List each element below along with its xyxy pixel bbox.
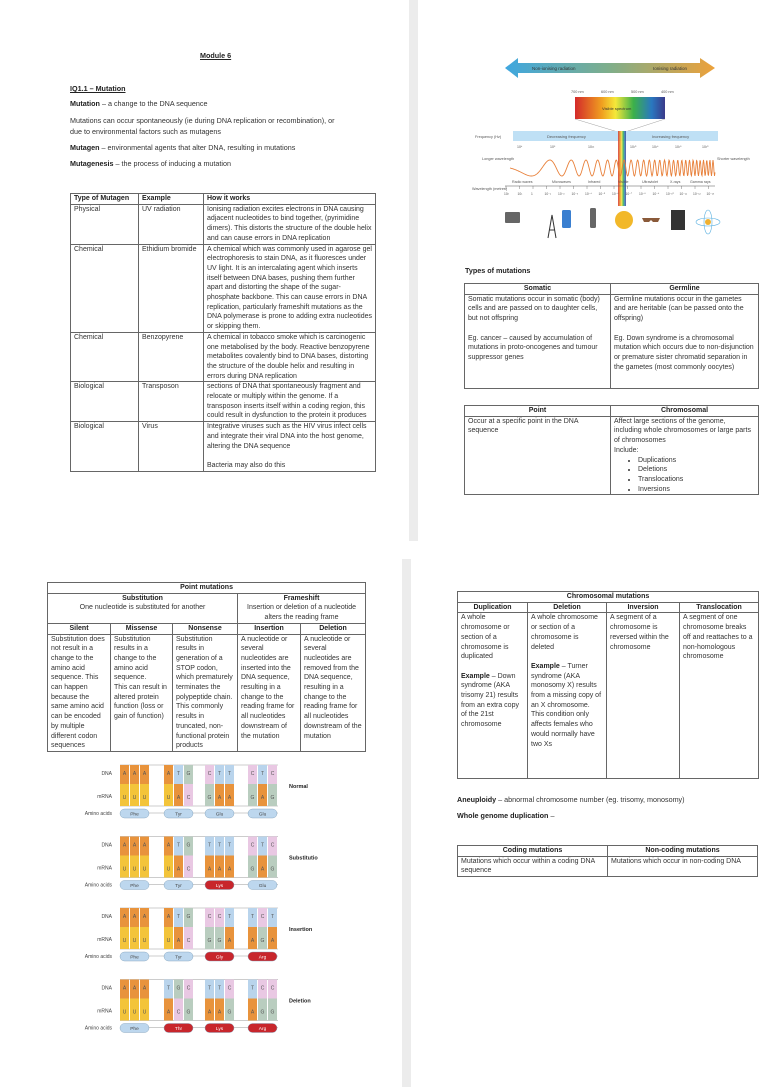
wgd-def: Whole genome duplication – <box>457 811 555 820</box>
wavelength-tick: 10⁻¹² <box>693 192 701 196</box>
table-row: Chemical Ethidium bromide A chemical which was commonly used in agarose gel electrophoresis to stain DNA, as it fluoresces under UV light. It is an intercalating agent which inserts itself between DNA bases, pushing them further apart and distorting the shape of the sugar-phosphate backbone. This can cause errors in DNA replication, particularly frameshift mutations as the DNA polymerase is prone to adding extra nucleotides or skipping them. <box>71 244 376 332</box>
amino-acid-label: Phe <box>130 955 139 961</box>
band-label: Gamma rays <box>690 180 711 184</box>
amino-acid-label: Glu <box>258 884 267 889</box>
visible-tick: 400 nm <box>661 90 674 94</box>
xray-icon <box>671 210 685 230</box>
amino-row-label: Amino acids <box>84 954 112 960</box>
visible-label: Visible spectrum <box>602 106 632 111</box>
col-germline: Germline <box>611 284 759 295</box>
dna-sequence: AAAATGCCTTCT <box>122 914 275 920</box>
ionising-label: Ionising radiation <box>653 66 688 71</box>
col-chromosomal: Chromosomal <box>611 406 759 417</box>
table-row: Chemical Benzopyrene A chemical in tobacco smoke which is carcinogenic one metabolised by the body. Reactive benzopyrene metabolites covalently bind to DNA bases, distorting the structure of the double helix and resulting in errors during DNA replication <box>71 332 376 382</box>
panel-insertion <box>85 908 313 961</box>
frequency-tick: 10¹⁵ <box>630 145 637 149</box>
table-row: Biological Transposon sections of DNA that spontaneously fragment and relocate or multiply within the genome. If a transposon inserts itself within a coding region, this could result in dysfunction to the protein it produces <box>71 382 376 422</box>
wavelength-tick: 10⁻¹ <box>544 192 552 196</box>
visible-tick: 700 nm <box>571 90 584 94</box>
frequency-tick: 10¹⁶ <box>652 145 659 149</box>
dna-sequence: AAATGCTTCTCC <box>122 985 275 992</box>
wavelength-tick: 10⁻⁹ <box>652 192 660 196</box>
wavelength-tick: 10⁻⁸ <box>639 192 646 196</box>
aneuploidy-def: Aneuploidy – abnormal chromosome number (eg. trisomy, monosomy) <box>457 795 685 804</box>
amino-acid-label: Tyr <box>175 812 182 818</box>
table-row: A whole chromosome or section of a chromosome is duplicated Example – Down syndrome (AKA trisomy 21) results from an extra copy of the 21st chromosome A whole chromosome or section of a chromosome is deleted Example – Turner syndrome (AKA monosomy X) results from a missing copy of an X chromosome. This condition only affects females who would normally have two Xs A segment of a chromosome is reversed within the chromosome A segment of one chromosome breaks off and reattaches to a non-homologous chromosome <box>458 613 759 779</box>
point-mutations-table: Point mutations Substitution One nucleotide is substituted for another Frameshift Insertion or deletion of a nucleotide alters the reading frame Silent Missense Nonsense Insertion Deletion Substitution does not result in a change to the amino acid sequence. This can happen because the same amino acid can be encoded by multiple different codon sequences Substitution results in a change to the amino acid sequence. This can result in altered protein function (loss or gain of function) Substitution results in generation of a STOP codon, which prematurely terminates the polypeptide chain. This commonly results in truncated, non-functional protein products A nucleotide or several nucleotides are inserted into the DNA sequence, resulting in a change to the reading frame for all nucleotides downstream of the mutation A nucleotide or several nucleotides are removed from the DNA sequence, resulting in a change to the reading frame for all nucleotides downstream of the mutation <box>47 582 366 752</box>
panel-substitutio <box>85 837 319 890</box>
longer-label: Longer wavelength <box>482 157 515 161</box>
coding-table: Coding mutations Non-coding mutations Mutations which occur within a coding DNA sequence Mutations which occur in non-coding DNA <box>457 845 758 877</box>
dna-row-label: DNA <box>101 985 112 992</box>
dna-sequence: AAAATGCTTCTC <box>122 771 275 777</box>
point-mutations-title: Point mutations <box>48 583 366 594</box>
non-ionising-label: Non-ionising radiation <box>532 66 576 71</box>
panel-label: Deletion <box>289 998 311 1005</box>
remote-icon <box>590 208 596 228</box>
mrna-sequence: UUUUACGAAGAG <box>122 795 275 801</box>
amino-acid-label: Arg <box>258 955 267 961</box>
amino-acid-label: Gly <box>215 955 224 961</box>
frequency-tick: 10⁸ <box>550 145 556 149</box>
types-heading: Types of mutations <box>465 266 531 275</box>
table-row: Substitution does not result in a change to the amino acid sequence. This can happen because the same amino acid can be encoded by multiple different codon sequences Substitution results in a change to the amino acid sequence. This can result in altered protein function (loss or gain of function) Substitution results in generation of a STOP codon, which prematurely terminates the polypeptide chain. This commonly results in truncated, non-functional protein products A nucleotide or several nucleotides are inserted into the DNA sequence, resulting in a change to the reading frame for all nucleotides downstream of the mutation A nucleotide or several nucleotides are removed from the DNA sequence, resulting in a change to the reading frame for all nucleotides downstream of the mutation <box>48 634 366 751</box>
def-mutagenesis: Mutagenesis – the process of inducing a mutation <box>70 159 232 168</box>
mrna-sequence: UUUACGAAGAGG <box>122 1009 275 1016</box>
col-type: Type of Mutagen <box>71 194 139 205</box>
frequency-tick: 10¹⁸ <box>675 145 682 149</box>
mrna-sequence: UUUUACAAAGAG <box>122 866 275 873</box>
wavelength-tick: 10⁻⁴ <box>585 192 592 196</box>
amino-row-label: Amino acids <box>84 811 112 817</box>
wavelength-label: Wavelength (metres) <box>472 187 508 191</box>
page-gap-bottom <box>402 559 411 1087</box>
frequency-tick: 10¹² <box>588 145 595 149</box>
point-chromosomal-table: Point Chromosomal Occur at a specific point in the DNA sequence Affect large sections of the genome, including whole chromosomes or large parts of chromosomes Include: • Duplications • Deletions • Translocations • Inversions <box>464 405 759 495</box>
wavelength-tick: 10⁻¹⁰ <box>666 192 674 196</box>
wavelength-tick: 1 <box>531 192 533 196</box>
wavelength-tick: 10⁻² <box>558 192 565 196</box>
svg-text:Longer wavelength <box>482 157 514 161</box>
wavelength-tick: 10⁻⁶ <box>612 192 619 196</box>
decreasing-label: Decreasing frequency <box>547 134 586 139</box>
wavelength-tick: 10⁻⁵ <box>598 192 606 196</box>
dna-row-label: DNA <box>101 914 112 920</box>
sunglasses-icon <box>642 218 660 222</box>
amino-row-label: Amino acids <box>84 1025 112 1032</box>
frequency-tick: 10²⁰ <box>702 145 709 149</box>
band-label: X-rays <box>670 180 681 184</box>
panel-label: Normal <box>289 784 308 790</box>
amino-acid-label: Glu <box>258 812 267 818</box>
dna-sequence: AAAATGTTTCTC <box>122 842 275 849</box>
dna-row-label: DNA <box>101 771 112 777</box>
chromosomal-mutations-table: Chromosomal mutations Duplication Deletion Inversion Translocation A whole chromosome or section of a chromosome is duplicated Example – Down syndrome (AKA trisomy 21) results from an extra copy of the 21st chromosome A whole chromosome or section of a chromosome is deleted Example – Turner syndrome (AKA monosomy X) results from a missing copy of an X chromosome. This condition only affects females who would normally have two Xs A segment of a chromosome is reversed within the chromosome A segment of one chromosome breaks off and reattaches to a non-homologous chromosome <box>457 591 759 779</box>
amino-acid-label: Tyr <box>175 955 182 961</box>
amino-acid-label: Tyr <box>175 884 182 889</box>
band-label: Ultraviolet <box>642 180 658 184</box>
visible-tick: 500 nm <box>631 90 644 94</box>
shorter-label: Shorter wavelength <box>717 157 750 161</box>
amino-row-label: Amino acids <box>84 882 112 889</box>
wavelength-tick: 10⁻⁷ <box>625 192 633 196</box>
sun-icon <box>615 211 633 229</box>
amino-acid-label: Phe <box>130 1027 139 1032</box>
frequency-label: Frequency (Hz) <box>475 135 502 139</box>
spectrum-icons <box>505 208 720 238</box>
mrna-row-label: mRNA <box>97 865 112 872</box>
col-example: Example <box>139 194 204 205</box>
def-mutation: Mutation – a change to the DNA sequence <box>70 99 208 108</box>
svg-text:Shorter wavelength <box>717 157 750 161</box>
frequency-tick: 10⁴ <box>517 145 523 149</box>
wave <box>510 160 715 176</box>
mrna-sequence: UUUUACGGAAGA <box>122 938 275 944</box>
chromosomal-list: • Duplications • Deletions • Translocations • Inversions <box>614 456 755 495</box>
panel-deletion <box>85 980 312 1033</box>
amino-acid-label: Phe <box>130 884 139 889</box>
section-heading: IQ1.1 – Mutation <box>70 84 126 93</box>
mutagen-table <box>70 193 376 472</box>
mrna-row-label: mRNA <box>97 937 112 943</box>
band-label: Radio waves <box>512 180 533 184</box>
table-row: Biological Virus Integrative viruses such as the HIV virus infect cells and integrate their viral DNA into the host genome, altering the DNA sequence Bacteria may also do this <box>71 422 376 472</box>
band-label: Visible <box>618 180 629 184</box>
antenna-phone-icon <box>548 215 556 238</box>
mrna-row-label: mRNA <box>97 794 112 800</box>
band-label: Microwaves <box>552 180 571 184</box>
band-label: Infrared <box>588 180 601 184</box>
mrna-row-label: mRNA <box>97 1008 112 1015</box>
wavelength-tick: 10⁻³ <box>571 192 579 196</box>
wavelength-tick: 10⁻¹¹ <box>679 192 688 196</box>
dna-row-label: DNA <box>101 842 112 849</box>
amino-acid-label: Lys <box>215 1027 224 1032</box>
amino-acid-label: Glu <box>215 812 224 818</box>
atom-icon <box>705 219 711 225</box>
panel-label: Insertion <box>289 927 313 933</box>
def-mutagen: Mutagen – environmental agents that alter DNA, resulting in mutations <box>70 143 296 152</box>
amino-acid-label: Phe <box>130 812 139 818</box>
visible-tick: 600 nm <box>601 90 614 94</box>
radio-icon <box>505 212 520 223</box>
col-somatic: Somatic <box>465 284 611 295</box>
wavelength-tick: 10² <box>504 192 509 196</box>
increasing-label: Increasing frequency <box>652 134 690 139</box>
electromagnetic-spectrum-figure <box>470 50 750 250</box>
point-mutation-diagram <box>80 760 320 1040</box>
page-gap-top <box>409 0 418 541</box>
page-title: Module 6 <box>200 51 232 60</box>
table-row: Physical UV radiation Ionising radiation excites electrons in DNA causing adjacent nucleotides to bind together, (pyrimidine dimers). This distorts the structure of the double helix and can cause errors in DNA replication <box>71 204 376 244</box>
panel-label: Substitutio <box>289 855 318 862</box>
somatic-germline-table: Somatic Germline Somatic mutations occur in somatic (body) cells and are passed on to daughter cells, but not offspring Eg. cancer – caused by accumulation of mutations in proto-oncogenes and tumour suppressor genes Germline mutations occur in the gametes and are heritable (can be passed onto the offspring) Eg. Down syndrome is a chromosomal mutation which occurs due to non-disjunction or premature sister chromatid separation in the gametes (most commonly oocytes) <box>464 283 759 389</box>
amino-acid-label: Thr <box>174 1027 183 1032</box>
col-how: How it works <box>204 194 376 205</box>
mutation-cause-1: Mutations can occur spontaneously (ie during DNA replication or recombination), or <box>70 116 335 125</box>
mutation-cause-2: due to environmental factors such as mutagens <box>70 127 222 136</box>
amino-acid-label: Arg <box>258 1027 267 1032</box>
wavelength-tick: 10⁻¹³ <box>706 192 715 196</box>
amino-acid-label: Lys <box>215 884 224 889</box>
panel-normal <box>85 765 309 818</box>
wavelength-tick: 10¹ <box>517 192 523 196</box>
col-point: Point <box>465 406 611 417</box>
